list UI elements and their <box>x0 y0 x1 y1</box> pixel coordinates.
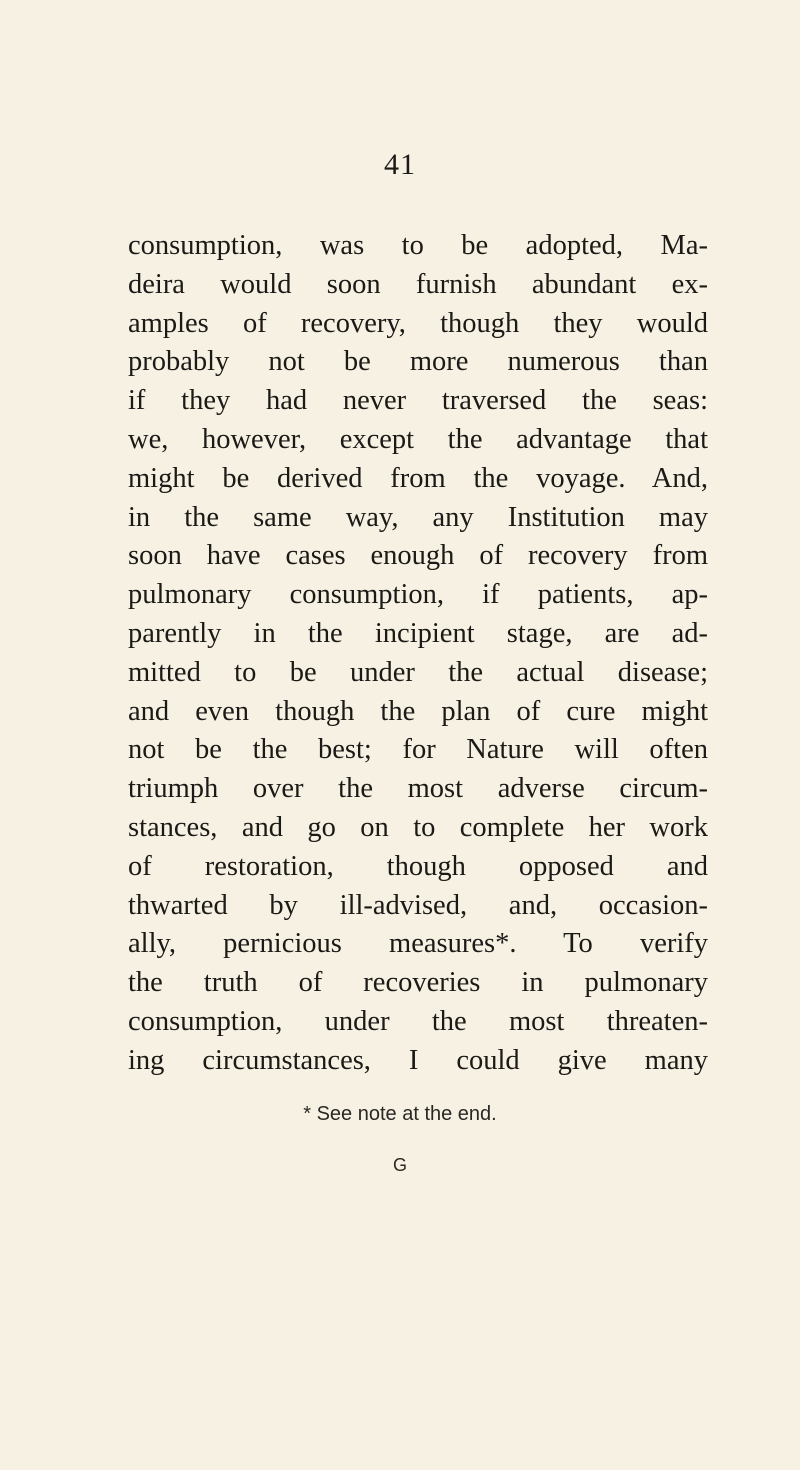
text-line: thwarted by ill-advised, and, occasion- <box>128 889 708 921</box>
signature-mark: G <box>392 1155 407 1175</box>
text-line: consumption, under the most threaten- <box>128 1005 708 1037</box>
text-line: deira would soon furnish abundant ex- <box>128 268 708 300</box>
text-line: if they had never traversed the seas: <box>128 385 708 417</box>
text-line: the truth of recoveries in pulmonary <box>128 967 708 999</box>
text-line: of restoration, though opposed and <box>128 850 708 882</box>
text-line: probably not be more numerous than <box>128 346 708 378</box>
text-line: triumph over the most adverse circum- <box>128 773 708 805</box>
text-line: amples of recovery, though they would <box>128 307 708 339</box>
body-text <box>128 227 708 1081</box>
footnote: * See note at the end. <box>303 1103 497 1125</box>
page-number: 41 <box>384 148 416 181</box>
text-line: pulmonary consumption, if patients, ap- <box>128 579 708 611</box>
text-line: ing circumstances, I could give many <box>128 1044 708 1076</box>
text-line: might be derived from the voyage. And, <box>128 462 708 494</box>
text-line: stances, and go on to complete her work <box>128 811 708 843</box>
text-line: not be the best; for Nature will often <box>128 734 708 766</box>
text-line: and even though the plan of cure might <box>128 695 708 727</box>
text-line: we, however, except the advantage that <box>128 423 708 455</box>
text-line: in the same way, any Institution may <box>128 501 708 533</box>
text-line: ally, pernicious measures*. To verify <box>128 928 708 960</box>
text-line: soon have cases enough of recovery from <box>128 540 708 572</box>
text-line: consumption, was to be adopted, Ma- <box>128 230 708 261</box>
text-line: parently in the incipient stage, are ad- <box>128 617 708 649</box>
text-line: mitted to be under the actual disease; <box>128 656 708 688</box>
